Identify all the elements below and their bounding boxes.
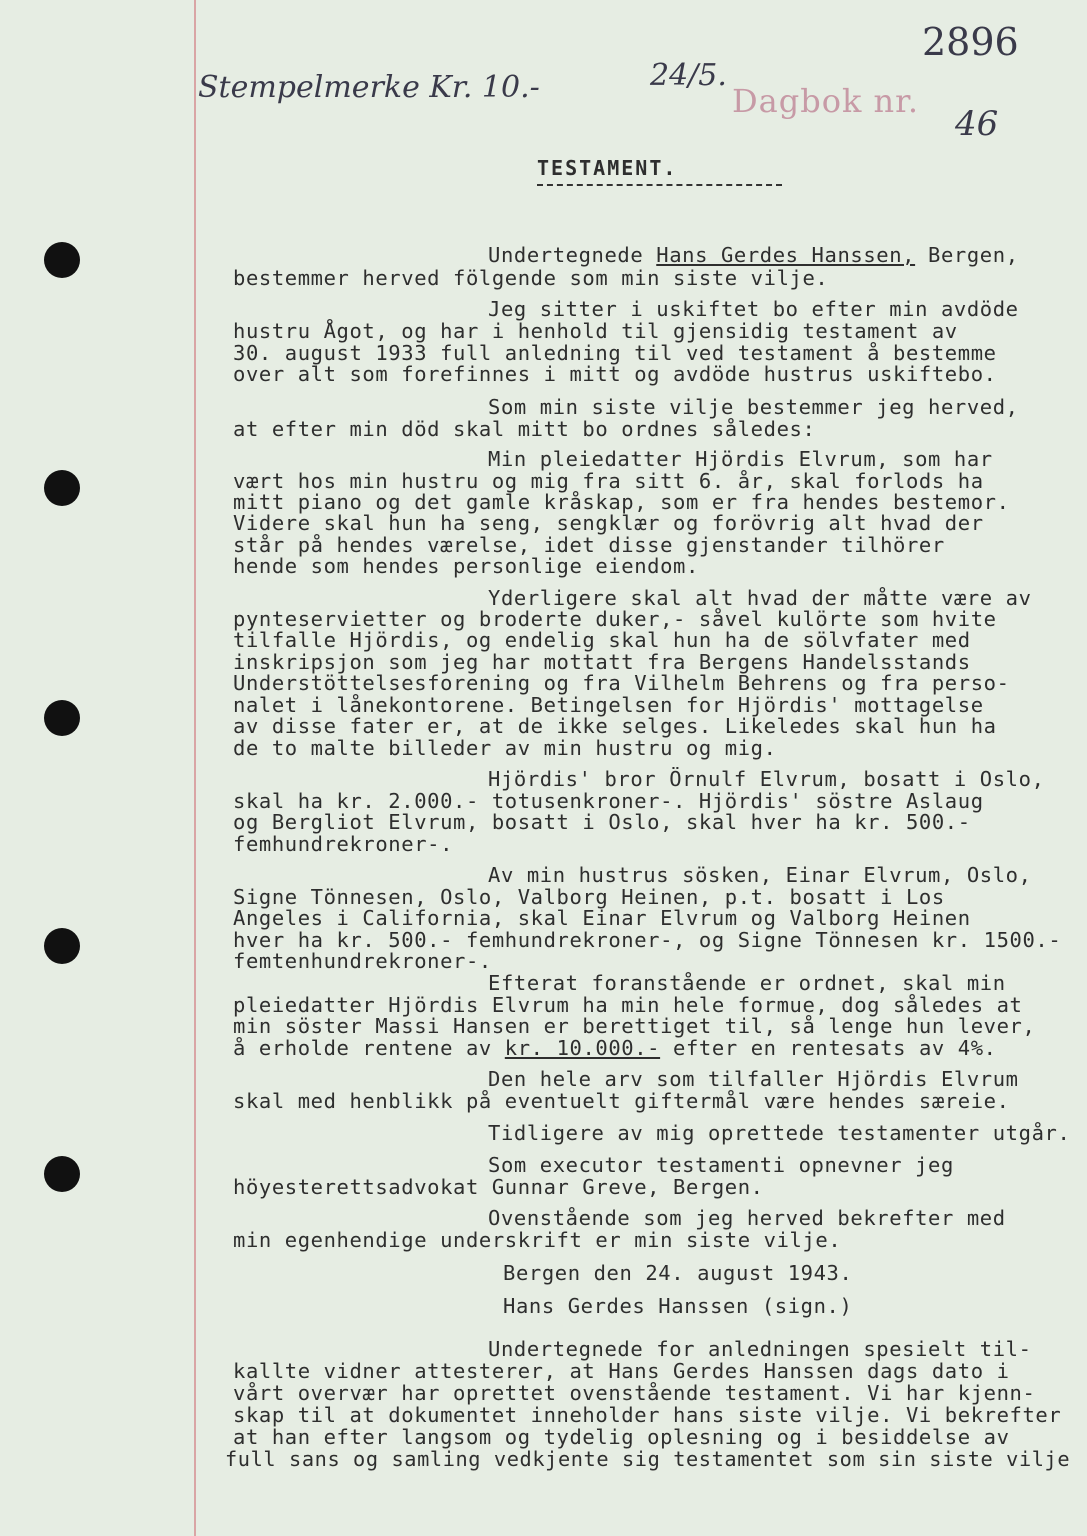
text-line — [488, 448, 993, 470]
text-segment: Videre skal hun ha seng, sengklær og forövrig alt hvad der — [233, 511, 984, 535]
text-segment: de to malte billeder av min hustru og mig. — [233, 736, 777, 760]
text-line — [233, 672, 1010, 694]
text-line — [488, 298, 1019, 320]
punch-hole — [44, 470, 80, 506]
underlined-text: kr. 10.000.- — [504, 1036, 661, 1060]
margin-line — [194, 0, 196, 1536]
text-line — [488, 864, 1032, 886]
text-segment: Den hele arv som tilfaller Hjördis Elvrum — [488, 1067, 1019, 1091]
text-segment: vært hos min hustru og mig fra sitt 6. år, skal forlods ha — [233, 469, 984, 493]
text-segment: mitt piano og det gamle kråskap, som er fra hendes bestemor. — [233, 490, 1010, 514]
text-segment: Bergen, — [915, 243, 1019, 267]
text-segment: kallte vidner attesterer, at Hans Gerdes Hanssen dags dato i — [233, 1359, 1010, 1383]
text-segment: Som executor testamenti opnevner jeg — [488, 1153, 954, 1177]
text-segment: efter en rentesats av 4%. — [660, 1036, 997, 1060]
text-line — [233, 512, 984, 534]
text-segment: tilfalle Hjördis, og endelig skal hun ha de sölvfater med — [233, 628, 971, 652]
text-line — [488, 1338, 1032, 1360]
journal-year: 46 — [955, 104, 999, 144]
text-segment: full sans og samling vedkjente sig testamentet som sin siste vilje — [225, 1447, 1071, 1471]
text-line — [488, 972, 1006, 994]
text-line — [233, 1090, 1010, 1112]
text-segment: og Bergliot Elvrum, bosatt i Oslo, skal hver ha kr. 500.- — [233, 810, 971, 834]
text-line — [233, 363, 997, 385]
text-line — [233, 534, 945, 556]
punch-hole — [44, 242, 80, 278]
text-segment: skap til at dokumentet inneholder hans siste vilje. Vi bekrefter — [233, 1403, 1062, 1427]
text-segment: femtenhundrekroner-. — [233, 949, 492, 973]
text-segment: femhundrekroner-. — [233, 832, 454, 856]
text-segment: Bergen den 24. august 1943. — [503, 1261, 853, 1285]
title-underline — [537, 184, 782, 186]
text-line — [233, 811, 971, 833]
text-line — [233, 342, 997, 364]
text-line — [233, 651, 971, 673]
dagbok-stamp: Dagbok nr. — [732, 82, 920, 120]
text-segment: Tidligere av mig oprettede testamenter utgår. — [488, 1121, 1071, 1145]
text-line — [233, 418, 815, 440]
text-line — [233, 1176, 764, 1198]
text-segment: Signe Tönnesen, Oslo, Valborg Heinen, p.t. bosatt i Los — [233, 885, 945, 909]
text-line — [233, 694, 984, 716]
text-line — [233, 950, 492, 972]
stempelmerke-note: Stempelmerke Kr. 10.- — [198, 70, 540, 105]
text-line — [233, 629, 971, 651]
text-segment: hende som hendes personlige eiendom. — [233, 554, 699, 578]
text-line — [233, 1229, 841, 1251]
text-line — [233, 1426, 1010, 1448]
text-line — [488, 587, 1032, 609]
text-segment: Understöttelsesforening og fra Vilhelm Behrens og fra perso- — [233, 671, 1010, 695]
text-line — [488, 768, 1045, 790]
text-line — [233, 994, 1022, 1016]
text-segment: Undertegnede — [488, 243, 657, 267]
text-line — [233, 1404, 1061, 1426]
text-segment: Hans Gerdes Hanssen (sign.) — [503, 1294, 853, 1318]
text-line — [488, 1122, 1070, 1144]
text-segment: Av min hustrus sösken, Einar Elvrum, Oslo, — [488, 863, 1032, 887]
document-title: TESTAMENT. — [537, 156, 678, 180]
text-segment: Jeg sitter i uskiftet bo efter min avdöde — [488, 297, 1019, 321]
text-segment: vårt overvær har oprettet ovenstående testament. Vi har kjenn- — [233, 1381, 1036, 1405]
text-segment: å erholde rentene av — [233, 1036, 505, 1060]
text-segment: skal ha kr. 2.000.- totusenkroner-. Hjördis' söstre Aslaug — [233, 789, 984, 813]
text-line — [233, 555, 699, 577]
text-line — [233, 833, 453, 855]
text-line — [233, 790, 984, 812]
text-line — [233, 737, 777, 759]
text-line — [233, 267, 828, 289]
text-segment: hustru Ågot, og har i henhold til gjensidig testament av — [233, 319, 958, 343]
text-line — [488, 1207, 1006, 1229]
underlined-text: Hans Gerdes Hanssen, — [656, 243, 916, 267]
text-line — [233, 608, 997, 630]
text-segment: over alt som forefinnes i mitt og avdöde hustrus uskiftebo. — [233, 362, 997, 386]
date-mark: 24/5. — [650, 58, 727, 93]
text-segment: Undertegnede for anledningen spesielt til- — [488, 1337, 1032, 1361]
text-line — [488, 1154, 954, 1176]
text-line — [233, 929, 1061, 951]
text-line — [488, 396, 1019, 418]
punch-hole — [44, 928, 80, 964]
text-segment: bestemmer herved fölgende som min siste vilje. — [233, 266, 829, 290]
punch-hole — [44, 1156, 80, 1192]
text-line — [233, 1037, 997, 1059]
text-line — [488, 244, 1019, 266]
text-line — [233, 470, 984, 492]
text-segment: Hjördis' bror Örnulf Elvrum, bosatt i Oslo, — [488, 767, 1045, 791]
text-segment: Som min siste vilje bestemmer jeg herved, — [488, 395, 1019, 419]
text-segment: står på hendes værelse, idet disse gjenstander tilhörer — [233, 533, 945, 557]
text-segment: Yderligere skal alt hvad der måtte være av — [488, 586, 1032, 610]
text-segment: at han efter langsom og tydelig oplesning og i besiddelse av — [233, 1425, 1010, 1449]
text-line — [225, 1448, 1070, 1470]
journal-number: 2896 — [922, 20, 1019, 64]
text-segment: pynteservietter og broderte duker,- såvel kulörte som hvite — [233, 607, 997, 631]
text-line — [233, 1360, 1010, 1382]
text-segment: min egenhendige underskrift er min siste vilje. — [233, 1228, 842, 1252]
text-segment: at efter min död skal mitt bo ordnes således: — [233, 417, 816, 441]
text-line — [233, 715, 997, 737]
text-line — [503, 1262, 852, 1284]
text-line — [488, 1068, 1019, 1090]
text-segment: Ovenstående som jeg herved bekrefter med — [488, 1206, 1006, 1230]
text-segment: Efterat foranstående er ordnet, skal min — [488, 971, 1006, 995]
text-line — [233, 1015, 1035, 1037]
text-segment: av disse fater er, at de ikke selges. Likeledes skal hun ha — [233, 714, 997, 738]
text-line — [233, 1382, 1035, 1404]
text-line — [233, 491, 1010, 513]
text-segment: höyesterettsadvokat Gunnar Greve, Bergen. — [233, 1175, 764, 1199]
text-line — [233, 320, 958, 342]
text-segment: nalet i lånekontorene. Betingelsen for Hjördis' mottagelse — [233, 693, 984, 717]
text-segment: hver ha kr. 500.- femhundrekroner-, og Signe Tönnesen kr. 1500.- — [233, 928, 1062, 952]
text-line — [233, 886, 945, 908]
text-line — [233, 907, 971, 929]
text-segment: inskripsjon som jeg har mottatt fra Bergens Handelsstands — [233, 650, 971, 674]
text-segment: pleiedatter Hjördis Elvrum ha min hele formue, dog således at — [233, 993, 1023, 1017]
text-segment: min söster Massi Hansen er berettiget til, så lenge hun lever, — [233, 1014, 1036, 1038]
text-segment: 30. august 1933 full anledning til ved testament å bestemme — [233, 341, 997, 365]
text-line — [503, 1295, 852, 1317]
text-segment: Angeles i California, skal Einar Elvrum og Valborg Heinen — [233, 906, 971, 930]
text-segment: skal med henblikk på eventuelt giftermål være hendes særeie. — [233, 1089, 1010, 1113]
text-segment: Min pleiedatter Hjördis Elvrum, som har — [488, 447, 993, 471]
punch-hole — [44, 700, 80, 736]
